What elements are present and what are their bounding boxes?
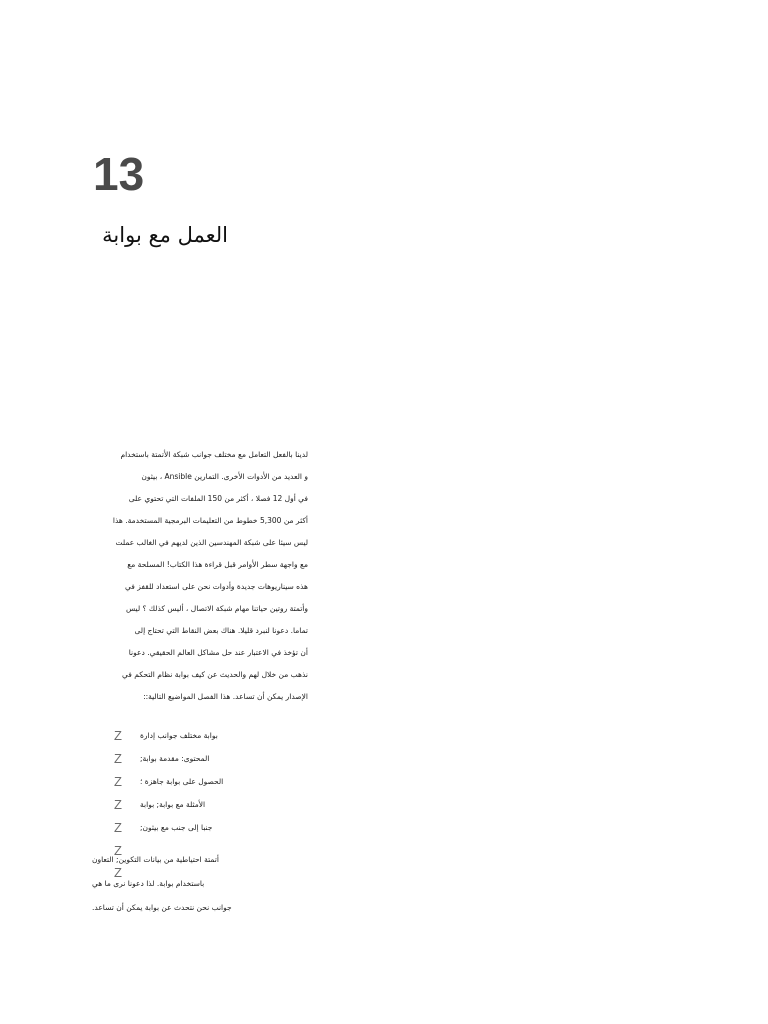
list-item [114,794,274,817]
intro-line: أكثر من 5,300 خطوط من التعليمات البرمجية المستخدمة. هذا [112,516,308,525]
topic-label: الحصول على بوابة جاهزة ؛ [140,777,224,786]
intro-line: هذه سيناريوهات جديدة وأدوات نحن على استعداد للقفز في [125,582,308,591]
topic-label: المحتوى: مقدمة بوابة; [140,754,210,763]
closing-line: أتمتة احتياطية من بيانات التكوين; التعاون [92,855,219,864]
intro-line: ليس سيئا على شبكة المهندسين الذين لديهم في الغالب عملت [115,538,308,547]
closing-line: باستخدام بوابة. لذا دعونا نرى ما هي [92,879,205,888]
intro-line: مع واجهة سطر الأوامر قبل قراءة هذا الكتاب! المسلحة مع [127,560,308,569]
bullet-marker: Z [114,865,122,880]
topic-label: بوابة مختلف جوانب إدارة [140,731,218,740]
intro-line: في أول 12 فصلا ، أكثر من 150 الملفات التي تحتوي على [128,494,308,503]
bullet-marker: Z [114,843,122,858]
bullet-marker: Z [114,751,122,766]
bullet-marker: Z [114,728,122,743]
intro-line: و العديد من الأدوات الأخرى. التمارين Ansible ، بيثون [141,472,308,481]
intro-line: أن تؤخذ في الاعتبار عند حل مشاكل العالم الحقيقي. دعونا [128,648,308,657]
list-item [114,771,274,794]
intro-line: وأتمتة روتين حياتنا مهام شبكة الاتصال ، أليس كذلك ؟ ليس [126,604,308,613]
chapter-title: العمل مع بوابة [102,223,228,247]
intro-line: نذهب من خلال لهم والحديث عن كيف بوابة نظام التحكم في [122,670,308,679]
intro-line: لدينا بالفعل التعامل مع مختلف جوانب شبكة الأتمتة باستخدام [120,450,308,459]
closing-line: جوانب نحن نتحدث عن بوابة يمكن أن تساعد. [92,903,232,912]
bullet-marker: Z [114,820,122,835]
intro-line: تماما. دعونا لنبرد قليلا. هناك بعض النقاط التي تحتاج إلى [134,626,308,635]
list-item [114,725,274,748]
topic-label: جنبا إلى جنب مع بيثون; [140,823,213,832]
topic-label: الأمثلة مع بوابة; بوابة [140,800,206,809]
closing-paragraph [92,848,252,920]
bullet-marker: Z [114,797,122,812]
intro-paragraph [92,444,308,708]
bullet-marker: Z [114,774,122,789]
list-item [114,748,274,771]
topics-list [114,725,274,840]
list-item [114,817,274,840]
intro-line: الإصدار يمكن أن تساعد. هذا الفصل المواضيع التالية:: [143,692,308,701]
chapter-number: 13 [93,148,145,200]
